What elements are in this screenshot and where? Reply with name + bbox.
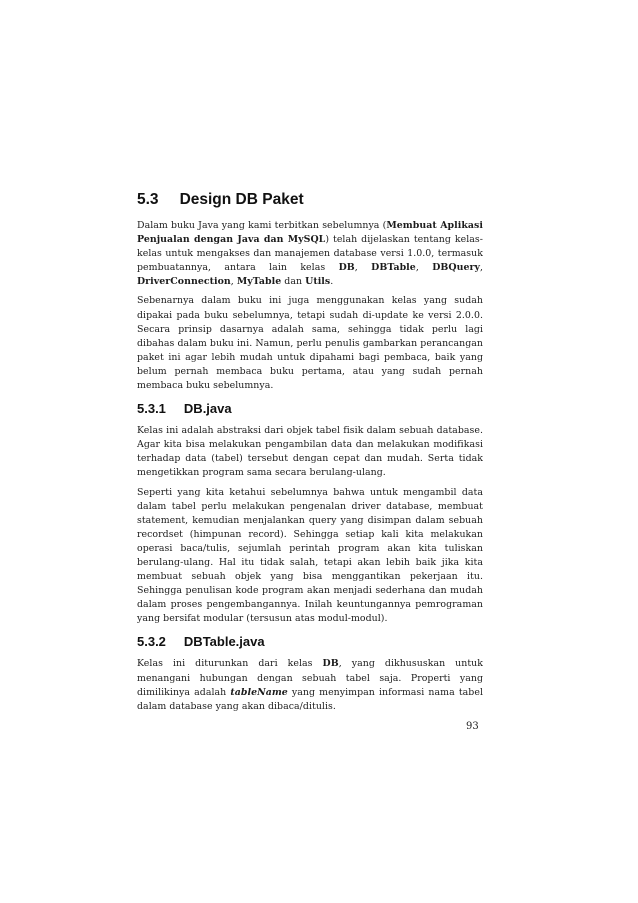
- text-run: ) telah dijelaskan tentang kelas-kelas untuk mengakses dan manajemen database versi 1.0.0, termasuk pembuatannya, antara lain kelas: [137, 234, 483, 274]
- section-heading: [137, 190, 483, 210]
- class-name: DB: [322, 658, 339, 670]
- subsection-number: 5.3.1: [137, 401, 166, 417]
- text-run: dan: [281, 276, 306, 288]
- intro-paragraph-1: [137, 219, 483, 289]
- subsection-number: 5.3.2: [137, 634, 166, 650]
- class-name: MyTable: [236, 276, 282, 288]
- text-run: .: [330, 276, 334, 288]
- section-number: 5.3: [137, 191, 159, 208]
- text-run: , yang dikhususkan untuk menangani hubungan dengan sebuah tabel saja. Properti yang dimilikinya adalah: [137, 658, 483, 698]
- text-run: ,: [479, 262, 484, 274]
- property-name: tableName: [230, 686, 288, 698]
- class-name: Utils: [305, 276, 331, 288]
- text-run: ,: [354, 262, 372, 274]
- section-title: Design DB Paket: [179, 191, 304, 208]
- text-run: ,: [230, 276, 237, 288]
- text-run: Kelas ini diturunkan dari kelas: [137, 658, 323, 670]
- db-paragraph-1: Kelas ini adalah abstraksi dari objek tabel fisik dalam sebuah database. Agar kita bisa melakukan pengambilan data dan melakukan modifikasi terhadap data (tabel) tersebut dengan cepat dan mudah. Serta tidak mengetikkan program sama secara berulang-ulang.: [137, 425, 483, 479]
- subsection-heading-db: [137, 400, 483, 418]
- class-name: DBQuery: [432, 262, 480, 274]
- text-run: ,: [415, 262, 433, 274]
- subsection-heading-dbtable: [137, 633, 483, 651]
- class-name: DriverConnection: [137, 276, 231, 288]
- text-run: yang menyimpan informasi nama tabel dalam database yang akan dibaca/ditulis.: [137, 686, 483, 712]
- book-title: Membuat Aplikasi Penjualan dengan Java dan MySQL: [137, 220, 483, 246]
- page-content: [137, 190, 483, 719]
- subsection-title: DB.java: [183, 401, 232, 417]
- page-number: 93: [466, 721, 479, 732]
- dbtable-paragraph: [137, 657, 483, 713]
- intro-paragraph-2: Sebenarnya dalam buku ini juga menggunakan kelas yang sudah dipakai pada buku sebelumnya, tetapi sudah di-update ke versi 2.0.0. Secara prinsip dasarnya adalah sama, sehingga tidak perlu lagi dibahas dalam buku ini. Namun, perlu penulis gambarkan perancangan paket ini agar lebih mudah untuk dipahami bagi pembaca, baik yang belum pernah membaca buku pertama, atau yang sudah pernah membaca buku sebelumnya.: [137, 295, 483, 392]
- db-paragraph-2: Seperti yang kita ketahui sebelumnya bahwa untuk mengambil data dalam tabel perlu melakukan pengenalan driver database, membuat statement, kemudian menjalankan query yang disimpan dalam sebuah recordset (himpunan record). Sehingga setiap kali kita melakukan operasi baca/tulis, sejumlah perintah program akan kita tuliskan berulang-ulang. Hal itu tidak salah, tetapi akan lebih baik jika kita membuat sebuah objek yang bisa menggantikan pekerjaan itu. Sehingga penulisan kode program akan menjadi sederhana dan mudah dalam proses pengembangannya. Inilah keuntungannya pemrograman yang bersifat modular (tersusun atas modul-modul).: [137, 486, 483, 625]
- text-run: Dalam buku Java yang kami terbitkan sebelumnya (: [137, 220, 387, 231]
- class-name: DBTable: [371, 262, 416, 274]
- subsection-title: DBTable.java: [183, 634, 265, 650]
- class-name: DB: [338, 262, 355, 274]
